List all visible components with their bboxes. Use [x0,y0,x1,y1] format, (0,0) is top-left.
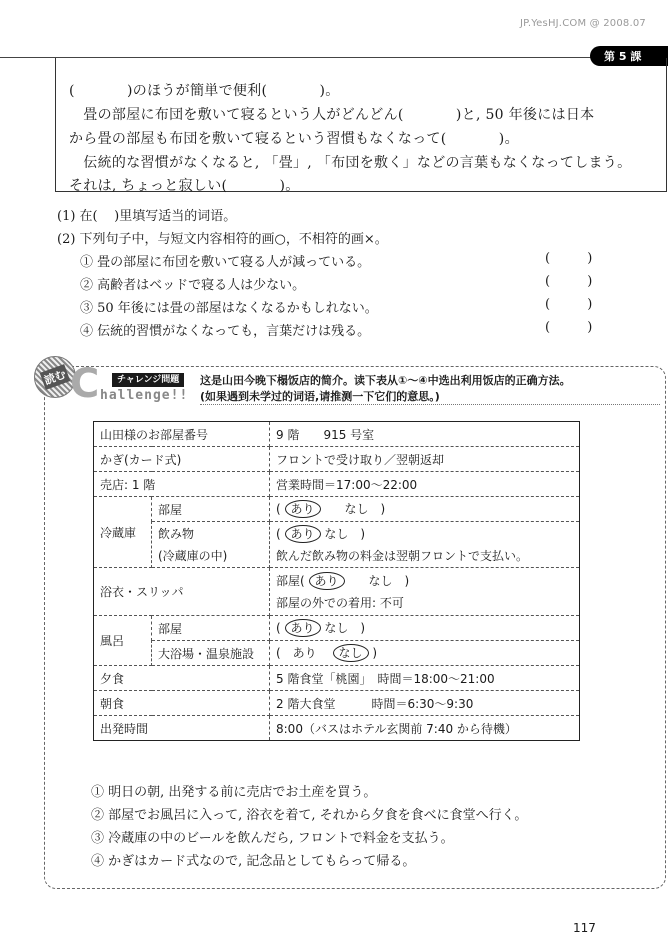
statement-1: ① 畳の部屋に布団を敷いて寝る人が減っている。 [80,255,371,270]
instruction-divider [200,404,660,405]
option-3[interactable]: ③ 冷蔵庫の中のビールを飲んだら, フロントで料金を支払う。 [91,831,454,846]
option-rest: なし ) [320,526,366,541]
circled-answer: なし [333,644,369,662]
table-row [94,716,580,741]
drink-note: 飲んだ飲み物の料金は翌朝フロントで支払い。 [276,548,529,563]
challenge-instruction-note: (如果遇到未学过的词语,请推测一下它们的意思。) [200,390,440,403]
option-rest: なし ) [320,621,366,635]
bath-public-value [270,641,580,666]
fridge-drink-value [270,522,580,568]
table-row [94,522,580,568]
paren-open: 部屋( [276,573,309,588]
shop-label: 売店: 1 階 [94,472,270,497]
bath-public-label: 大浴場・温泉施設 [152,641,270,666]
bath-room-value [270,616,580,641]
question-2: (2) 下列句子中，与短文内容相符的画○，不相符的画×。 [57,232,388,247]
table-row [94,472,580,497]
paren-open: ( あり [276,646,333,660]
drink-availability [276,523,573,545]
fridge-label: 冷蔵庫 [94,497,152,568]
answer-blank-2[interactable]: ( ) [545,274,593,289]
room-number-label: 山田様のお部屋番号 [94,422,270,447]
option-4[interactable]: ④ かぎはカード式なので, 記念品としてもらって帰る。 [91,854,416,869]
passage-line: 伝統的な習慣がなくなると, 「畳」, 「布団を敷く」などの言葉もなくなってしまう。 [69,155,632,171]
circled-answer: あり [285,500,321,518]
drink-sublabel: (冷蔵庫の中) [158,548,228,563]
option-2[interactable]: ② 部屋でお風呂に入って, 浴衣を着て, それから夕食を食べに食堂へ行く。 [91,808,528,823]
statement-3: ③ 50 年後には畳の部屋はなくなるかもしれない。 [80,301,378,316]
fridge-room-label: 部屋 [152,497,270,522]
statement-2: ② 高齢者はベッドで寝る人は少ない。 [80,278,306,293]
option-1[interactable]: ① 明日の朝, 出発する前に売店でお土産を買う。 [91,785,377,800]
fridge-drink-label [152,522,270,568]
dinner-value: 5 階食堂「桃園」 時間＝18:00〜21:00 [270,666,580,691]
passage-line: から畳の部屋も布団を敷いて寝るという習慣もなくなって( )。 [69,131,519,147]
table-row [94,616,580,641]
hotel-info-table [93,421,580,741]
circled-answer: あり [285,619,321,637]
option-rest: ) [368,646,378,660]
answer-blank-4[interactable]: ( ) [545,320,593,335]
challenge-logo-letter: C [70,361,100,407]
room-number-value: 9 階 915 号室 [270,422,580,447]
circled-answer: あり [309,572,345,590]
table-row [94,691,580,716]
challenge-instruction: 这是山田今晚下榻饭店的简介。读下表从①～④中选出利用饭店的正确方法。 [200,374,571,387]
statement-4: ④ 伝統的習慣がなくなっても，言葉だけは残る。 [80,324,371,339]
paren-open: ( [276,502,285,516]
yukata-note: 部屋の外での着用: 不可 [276,595,404,610]
shop-value: 営業時間＝17:00〜22:00 [270,472,580,497]
departure-label: 出発時間 [94,716,270,741]
passage-line: ( )のほうが簡単で便利( )。 [69,83,340,99]
circled-answer: あり [285,525,321,543]
table-row [94,497,580,522]
drink-label: 飲み物 [158,526,195,541]
paren-open: ( [276,621,285,635]
challenge-label: チャレンジ問題 [112,373,184,387]
table-row [94,666,580,691]
challenge-logo-word: hallenge!! [100,388,189,403]
breakfast-value: 2 階大食堂 時間＝6:30〜9:30 [270,691,580,716]
question-1: (1) 在( )里填写适当的词语。 [57,209,237,224]
answer-blank-1[interactable]: ( ) [545,251,593,266]
fridge-room-value [270,497,580,522]
yukata-availability [276,570,573,592]
bath-label: 風呂 [94,616,152,666]
breakfast-label: 朝食 [94,691,270,716]
bath-room-label: 部屋 [152,616,270,641]
passage-line: 畳の部屋に布団を敷いて寝るという人がどんどん( )と, 50 年後には日本 [69,107,595,123]
yukata-label: 浴衣・スリッパ [94,568,270,616]
table-row [94,422,580,447]
page-number: 117 [573,921,596,935]
dinner-label: 夕食 [94,666,270,691]
watermark: JP.YesHJ.COM @ 2008.07 [520,18,646,29]
option-rest: なし ) [320,502,386,516]
yukata-value [270,568,580,616]
table-row [94,641,580,666]
table-row [94,568,580,616]
option-rest: なし ) [344,573,410,588]
passage-line: それは, ちょっと寂しい( )。 [69,178,300,194]
passage-box [55,58,667,192]
key-label: かぎ(カード式) [94,447,270,472]
key-value: フロントで受け取り／翌朝返却 [270,447,580,472]
paren-open: ( [276,526,285,541]
badge-text: 読む [40,364,71,390]
table-row [94,447,580,472]
departure-value: 8:00（バスはホテル玄関前 7:40 から待機） [270,716,580,741]
lesson-tab: 第 5 課 [590,46,668,66]
answer-blank-3[interactable]: ( ) [545,297,593,312]
